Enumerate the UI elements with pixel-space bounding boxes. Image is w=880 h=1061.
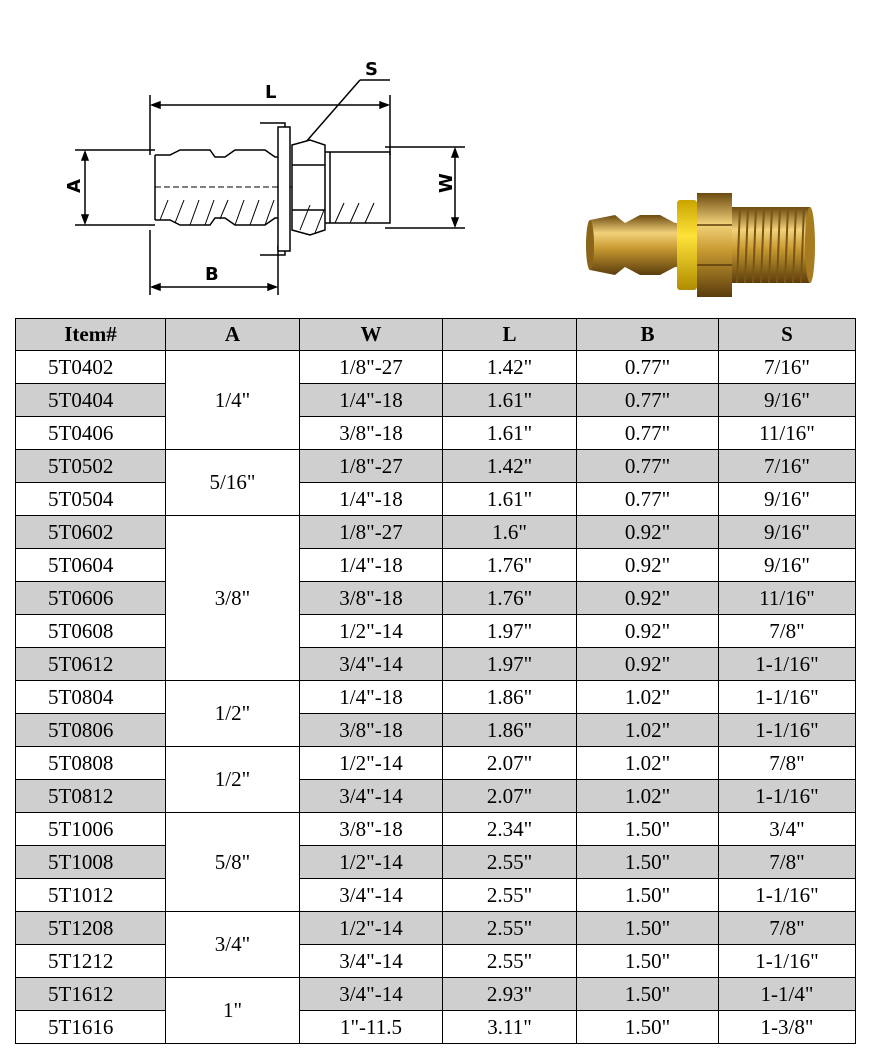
cell-l: 2.55" — [443, 879, 577, 912]
cell-s: 1-1/16" — [719, 879, 856, 912]
header-b: B — [577, 319, 719, 351]
cell-item: 5T0806 — [16, 714, 166, 747]
table-body — [16, 351, 856, 1044]
cell-w: 1"-11.5 — [300, 1011, 443, 1044]
cell-b: 0.77" — [577, 417, 719, 450]
cell-w: 1/4"-18 — [300, 384, 443, 417]
table-row — [16, 714, 856, 747]
table-row — [16, 582, 856, 615]
cell-l: 1.61" — [443, 384, 577, 417]
cell-a: 1/2" — [166, 681, 300, 747]
cell-a: 1/4" — [166, 351, 300, 450]
cell-item: 5T0808 — [16, 747, 166, 780]
table-row — [16, 879, 856, 912]
cell-b: 0.92" — [577, 516, 719, 549]
cell-w: 1/8"-27 — [300, 450, 443, 483]
cell-item: 5T1208 — [16, 912, 166, 945]
cell-s: 3/4" — [719, 813, 856, 846]
cell-a: 1" — [166, 978, 300, 1044]
table-row — [16, 549, 856, 582]
cell-b: 1.02" — [577, 714, 719, 747]
table-row — [16, 846, 856, 879]
table-row — [16, 1011, 856, 1044]
cell-w: 3/4"-14 — [300, 978, 443, 1011]
brass-fitting-photo-icon — [585, 185, 825, 305]
cell-l: 1.61" — [443, 417, 577, 450]
cell-l: 1.6" — [443, 516, 577, 549]
cell-l: 2.07" — [443, 747, 577, 780]
cell-l: 1.97" — [443, 648, 577, 681]
cell-s: 1-1/16" — [719, 681, 856, 714]
table-row — [16, 615, 856, 648]
cell-w: 1/2"-14 — [300, 615, 443, 648]
cell-item: 5T1616 — [16, 1011, 166, 1044]
dim-label-b: B — [205, 264, 219, 285]
cell-w: 1/4"-18 — [300, 681, 443, 714]
cell-w: 3/8"-18 — [300, 582, 443, 615]
cell-l: 2.55" — [443, 912, 577, 945]
table-row — [16, 813, 856, 846]
cell-s: 7/16" — [719, 450, 856, 483]
cell-w: 1/2"-14 — [300, 912, 443, 945]
cell-s: 11/16" — [719, 417, 856, 450]
cell-l: 2.07" — [443, 780, 577, 813]
table-row — [16, 648, 856, 681]
cell-s: 7/8" — [719, 846, 856, 879]
cell-l: 1.86" — [443, 681, 577, 714]
cell-b: 1.50" — [577, 1011, 719, 1044]
cell-a: 1/2" — [166, 747, 300, 813]
cell-b: 0.92" — [577, 582, 719, 615]
cell-item: 5T1612 — [16, 978, 166, 1011]
cell-item: 5T0612 — [16, 648, 166, 681]
cell-b: 0.77" — [577, 384, 719, 417]
cell-l: 1.76" — [443, 549, 577, 582]
cell-b: 0.92" — [577, 648, 719, 681]
header-item: Item# — [16, 319, 166, 351]
table-header-row — [16, 319, 856, 351]
dim-label-w: W — [436, 173, 457, 193]
cell-b: 0.77" — [577, 483, 719, 516]
cell-l: 1.42" — [443, 351, 577, 384]
cell-l: 2.93" — [443, 978, 577, 1011]
cell-w: 3/4"-14 — [300, 780, 443, 813]
cell-l: 1.86" — [443, 714, 577, 747]
cell-s: 7/8" — [719, 912, 856, 945]
cell-s: 9/16" — [719, 483, 856, 516]
cell-s: 7/16" — [719, 351, 856, 384]
cell-item: 5T0608 — [16, 615, 166, 648]
cell-w: 3/8"-18 — [300, 813, 443, 846]
cell-item: 5T0812 — [16, 780, 166, 813]
cell-w: 3/8"-18 — [300, 714, 443, 747]
table-row — [16, 516, 856, 549]
cell-item: 5T0402 — [16, 351, 166, 384]
cell-l: 1.61" — [443, 483, 577, 516]
cell-l: 2.55" — [443, 846, 577, 879]
cell-b: 1.02" — [577, 780, 719, 813]
cell-b: 1.50" — [577, 846, 719, 879]
header-l: L — [443, 319, 577, 351]
cell-l: 3.11" — [443, 1011, 577, 1044]
cell-w: 1/4"-18 — [300, 549, 443, 582]
cell-b: 0.77" — [577, 450, 719, 483]
cell-l: 2.34" — [443, 813, 577, 846]
cell-b: 1.50" — [577, 945, 719, 978]
table-row — [16, 681, 856, 714]
cell-w: 3/8"-18 — [300, 417, 443, 450]
cell-s: 7/8" — [719, 747, 856, 780]
cell-item: 5T0404 — [16, 384, 166, 417]
cell-s: 9/16" — [719, 549, 856, 582]
cell-w: 3/4"-14 — [300, 945, 443, 978]
cell-s: 1-1/16" — [719, 648, 856, 681]
table-row — [16, 747, 856, 780]
cell-item: 5T1008 — [16, 846, 166, 879]
dim-label-a: A — [64, 179, 85, 193]
table-row — [16, 780, 856, 813]
table-row — [16, 384, 856, 417]
cell-item: 5T0504 — [16, 483, 166, 516]
cell-w: 3/4"-14 — [300, 879, 443, 912]
cell-item: 5T0406 — [16, 417, 166, 450]
table-row — [16, 450, 856, 483]
cell-s: 1-1/4" — [719, 978, 856, 1011]
cell-b: 1.50" — [577, 879, 719, 912]
cell-l: 2.55" — [443, 945, 577, 978]
cell-b: 0.92" — [577, 549, 719, 582]
cell-s: 1-1/16" — [719, 780, 856, 813]
cell-b: 0.92" — [577, 615, 719, 648]
cell-item: 5T0502 — [16, 450, 166, 483]
table-row — [16, 912, 856, 945]
table-row — [16, 417, 856, 450]
cell-l: 1.97" — [443, 615, 577, 648]
cell-b: 1.02" — [577, 747, 719, 780]
cell-b: 1.50" — [577, 978, 719, 1011]
cell-b: 0.77" — [577, 351, 719, 384]
cell-w: 1/8"-27 — [300, 351, 443, 384]
cell-b: 1.50" — [577, 813, 719, 846]
cell-item: 5T1212 — [16, 945, 166, 978]
cell-a: 5/16" — [166, 450, 300, 516]
cell-w: 1/2"-14 — [300, 846, 443, 879]
cell-s: 1-3/8" — [719, 1011, 856, 1044]
dim-label-l: L — [265, 82, 277, 103]
cell-item: 5T1006 — [16, 813, 166, 846]
cell-item: 5T0606 — [16, 582, 166, 615]
table-row — [16, 978, 856, 1011]
cell-s: 1-1/16" — [719, 945, 856, 978]
cell-s: 11/16" — [719, 582, 856, 615]
cell-s: 7/8" — [719, 615, 856, 648]
header-a: A — [166, 319, 300, 351]
cell-a: 3/4" — [166, 912, 300, 978]
dim-label-s: S — [365, 59, 378, 80]
cell-w: 1/4"-18 — [300, 483, 443, 516]
cell-b: 1.02" — [577, 681, 719, 714]
cell-s: 9/16" — [719, 516, 856, 549]
cell-item: 5T0604 — [16, 549, 166, 582]
cell-w: 1/8"-27 — [300, 516, 443, 549]
cell-item: 5T0804 — [16, 681, 166, 714]
spec-table — [15, 318, 856, 1044]
cell-item: 5T1012 — [16, 879, 166, 912]
table-row — [16, 351, 856, 384]
technical-drawing — [60, 55, 480, 310]
table-row — [16, 945, 856, 978]
table-row — [16, 483, 856, 516]
header-s: S — [719, 319, 856, 351]
cell-l: 1.42" — [443, 450, 577, 483]
cell-b: 1.50" — [577, 912, 719, 945]
cell-s: 1-1/16" — [719, 714, 856, 747]
cell-w: 1/2"-14 — [300, 747, 443, 780]
cell-item: 5T0602 — [16, 516, 166, 549]
cell-l: 1.76" — [443, 582, 577, 615]
cell-w: 3/4"-14 — [300, 648, 443, 681]
header-w: W — [300, 319, 443, 351]
cell-s: 9/16" — [719, 384, 856, 417]
cell-a: 3/8" — [166, 516, 300, 681]
cell-a: 5/8" — [166, 813, 300, 912]
